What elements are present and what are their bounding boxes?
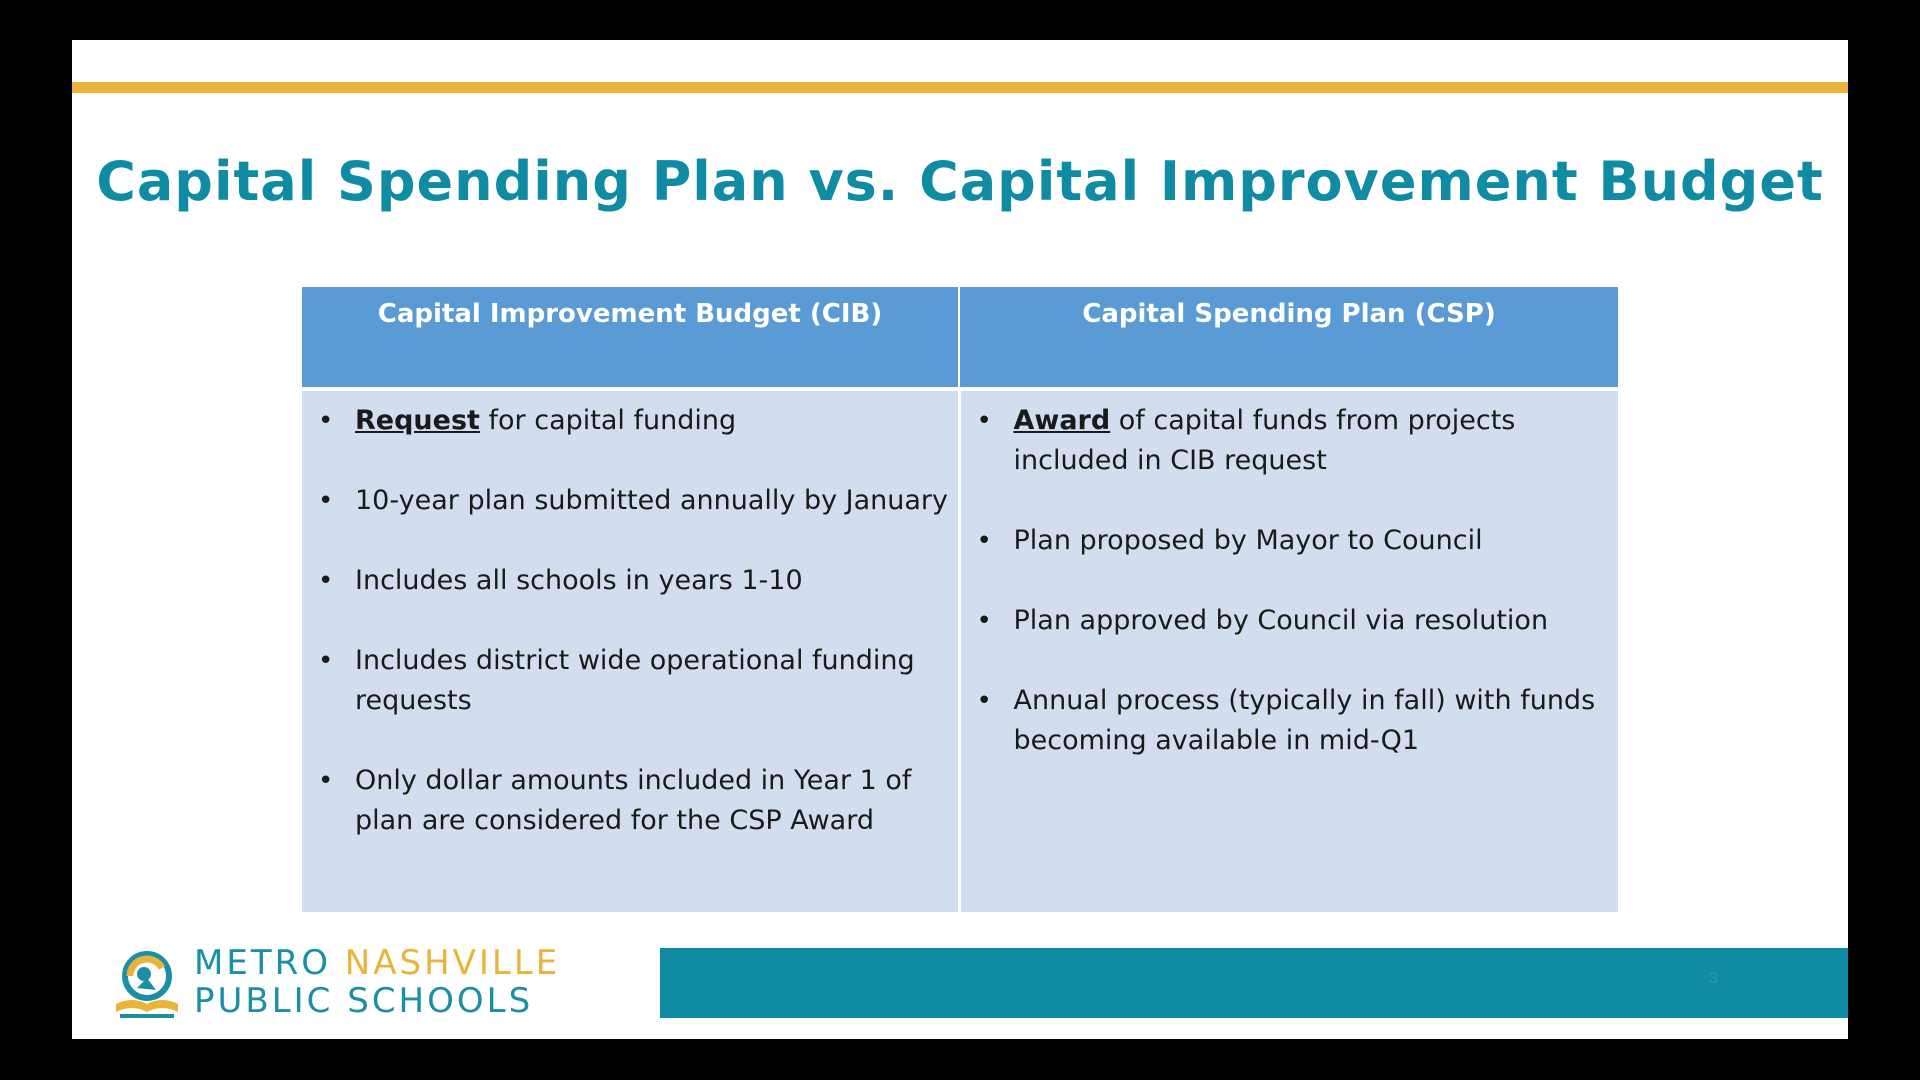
bullet-icon: • xyxy=(318,486,334,516)
brand-wordmark xyxy=(194,944,560,1020)
header-csp: Capital Spending Plan (CSP) xyxy=(959,287,1618,389)
mnps-logo-icon xyxy=(110,946,185,1021)
csp-bullet-item xyxy=(971,601,1613,641)
bottom-accent-bar xyxy=(660,948,1848,1018)
slide xyxy=(72,40,1848,1039)
csp-bullet-item xyxy=(971,521,1613,561)
table-header-row xyxy=(302,287,1618,389)
bullet-text: of capital funds from projects included in CIB request xyxy=(1013,405,1516,476)
slide-title: Capital Spending Plan vs. Capital Improvement Budget xyxy=(96,150,1824,213)
brand-metro: METRO xyxy=(194,943,331,983)
csp-bullet-item xyxy=(971,401,1613,481)
bullet-text: 10-year plan submitted annually by January xyxy=(355,485,948,516)
brand-nashville: NASHVILLE xyxy=(344,943,561,983)
brand-line-1 xyxy=(194,944,560,982)
bullet-text: Only dollar amounts included in Year 1 of plan are considered for the CSP Award xyxy=(355,765,912,836)
comparison-table xyxy=(302,287,1618,912)
bullet-icon: • xyxy=(976,606,992,636)
csp-column xyxy=(959,389,1618,912)
bullet-text: Plan proposed by Mayor to Council xyxy=(1013,525,1483,556)
cib-bullet-item xyxy=(312,481,952,521)
bullet-text: Includes district wide operational funding requests xyxy=(355,645,915,716)
cib-bullet-list xyxy=(312,401,952,841)
bullet-text: Includes all schools in years 1-10 xyxy=(355,565,803,596)
bullet-emphasis: Request xyxy=(355,405,480,436)
brand-line-2: PUBLIC SCHOOLS xyxy=(194,981,534,1021)
cib-bullet-item xyxy=(312,641,952,721)
page-number: 3 xyxy=(1709,970,1718,987)
bullet-icon: • xyxy=(318,646,334,676)
top-accent-bar xyxy=(72,82,1848,93)
bullet-icon: • xyxy=(318,766,334,796)
bullet-icon: • xyxy=(318,566,334,596)
bullet-text: Annual process (typically in fall) with funds becoming available in mid-Q1 xyxy=(1013,685,1596,756)
cib-bullet-item xyxy=(312,561,952,601)
header-cib: Capital Improvement Budget (CIB) xyxy=(302,287,959,389)
cib-bullet-item xyxy=(312,761,952,841)
cib-bullet-item xyxy=(312,401,952,441)
table-body-row xyxy=(302,389,1618,912)
bullet-icon: • xyxy=(976,406,992,436)
bullet-text: for capital funding xyxy=(479,405,737,436)
bullet-icon: • xyxy=(318,406,334,436)
bullet-emphasis: Award xyxy=(1013,405,1111,436)
csp-bullet-item xyxy=(971,681,1613,761)
csp-bullet-list xyxy=(971,401,1613,761)
cib-column xyxy=(302,389,959,912)
bullet-text: Plan approved by Council via resolution xyxy=(1013,605,1549,636)
bullet-icon: • xyxy=(976,526,992,556)
bullet-icon: • xyxy=(976,686,992,716)
